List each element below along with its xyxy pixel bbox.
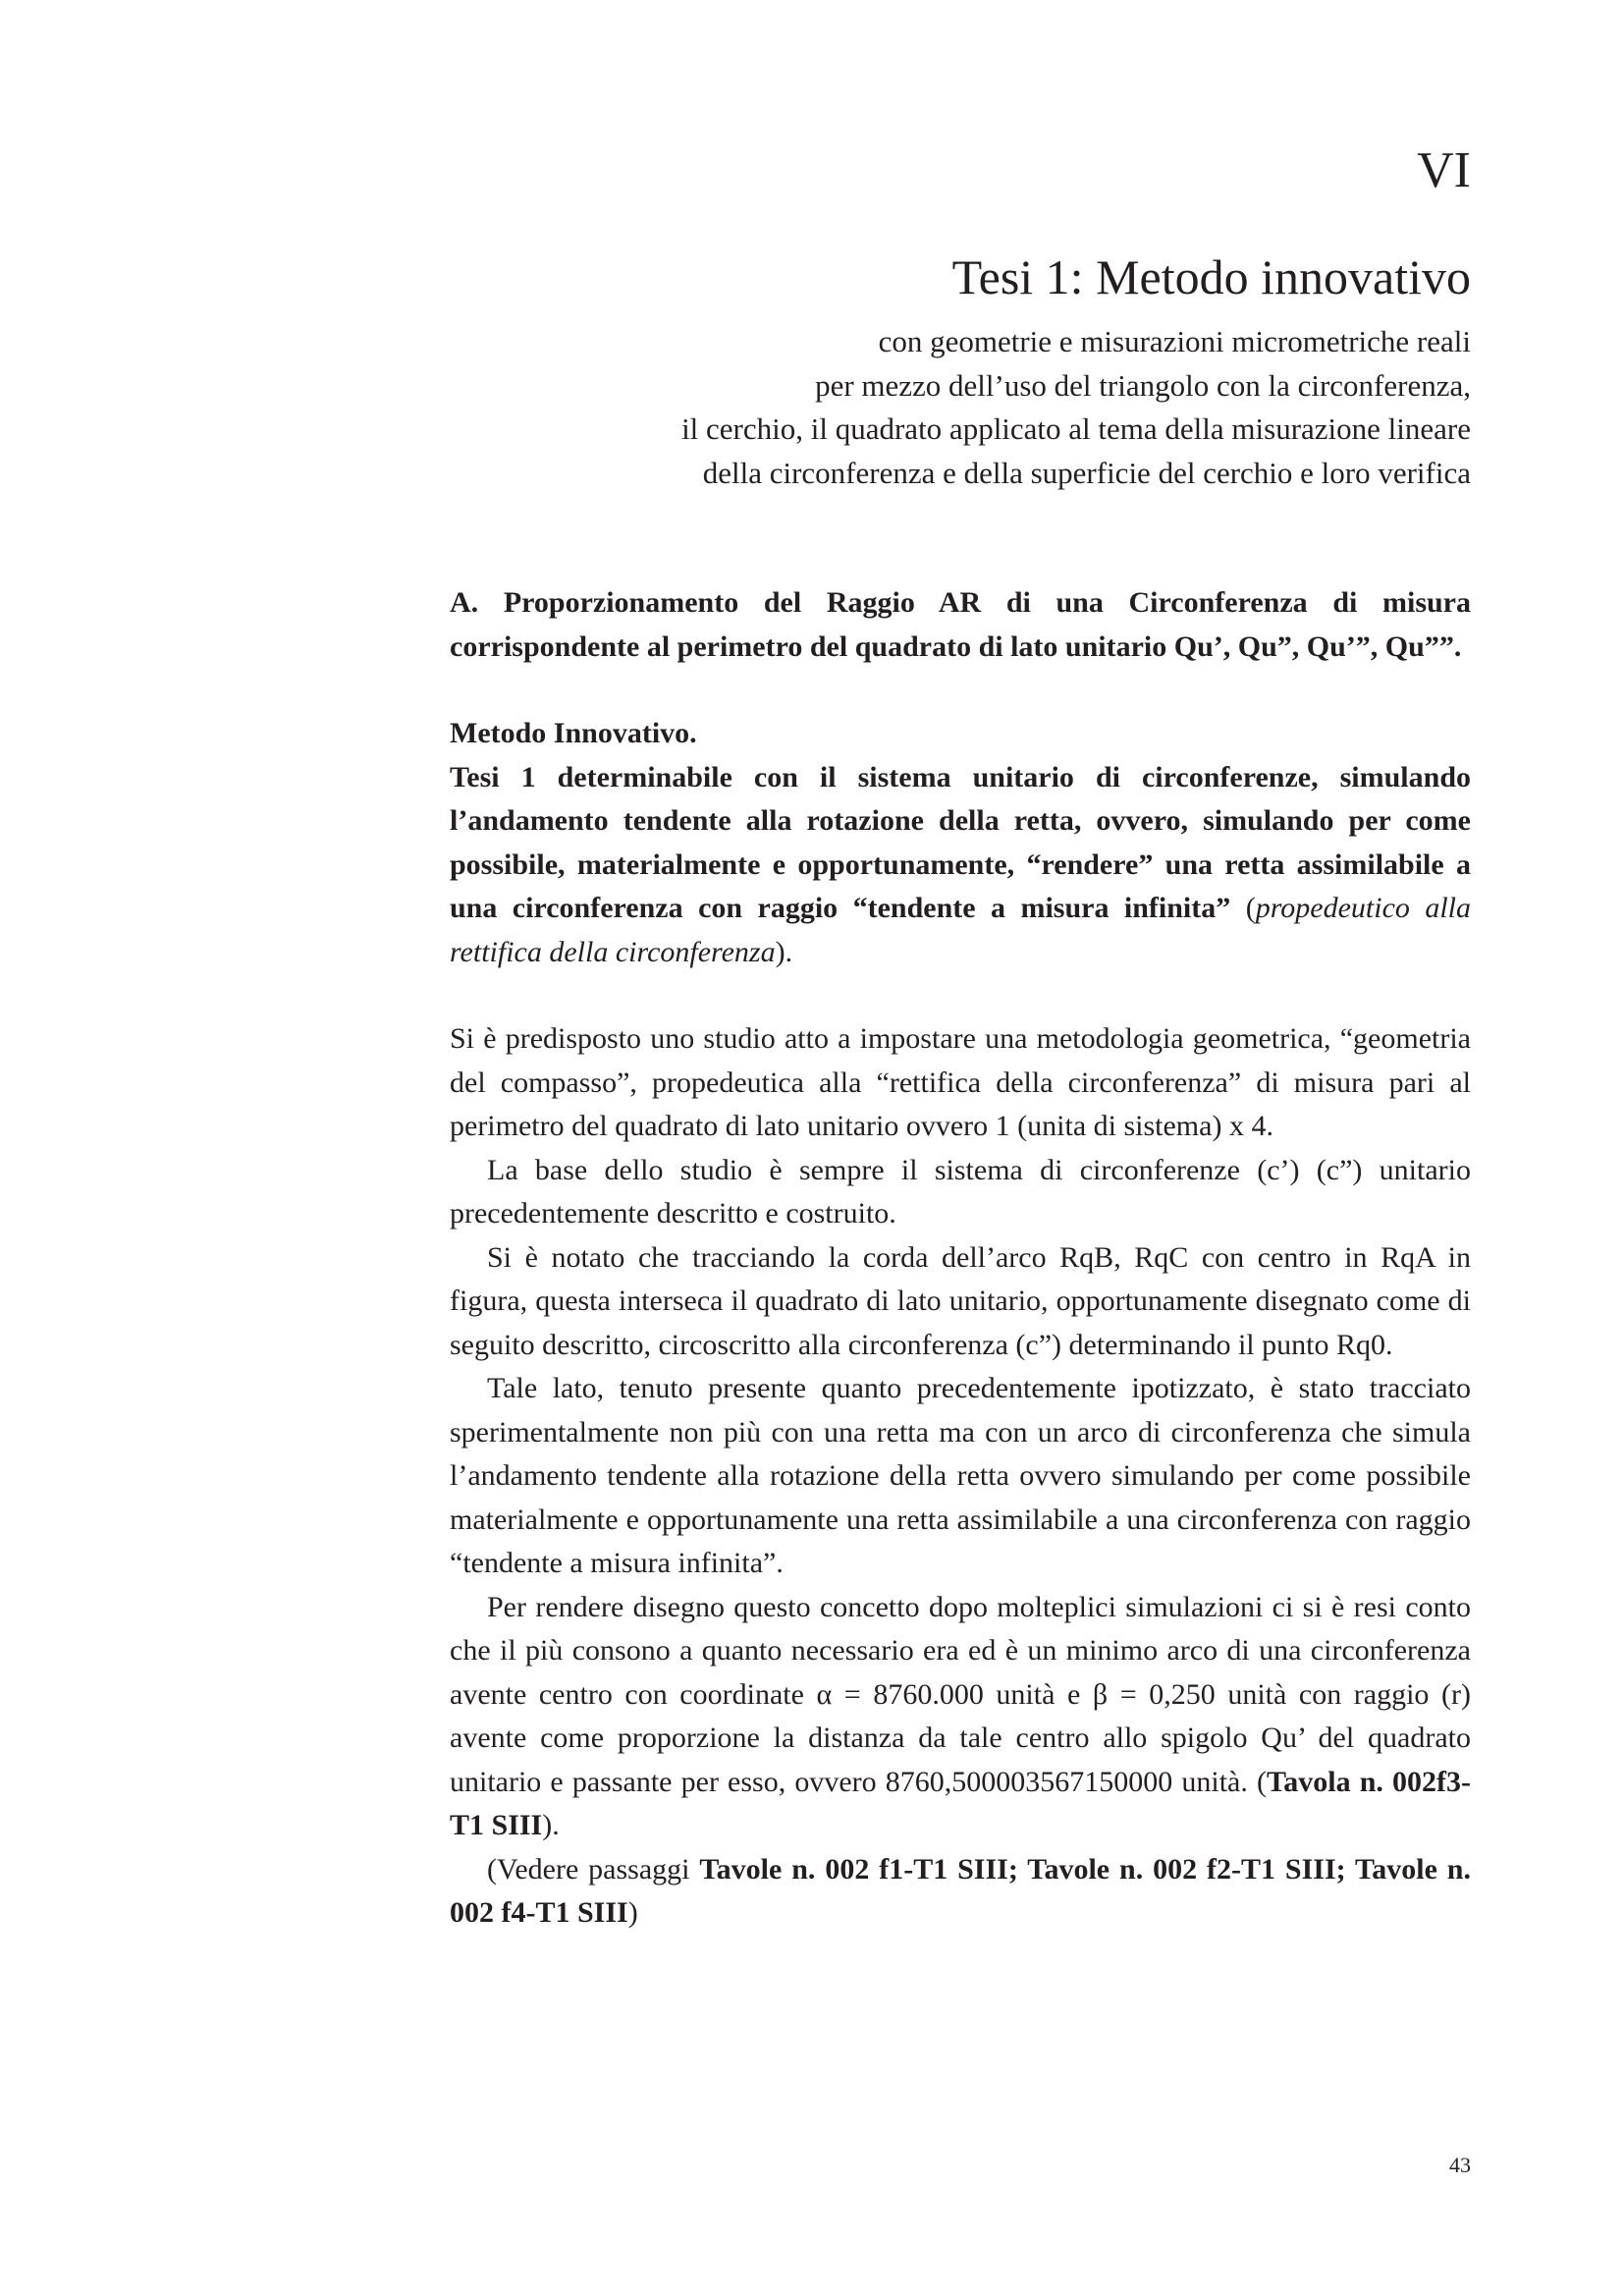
paragraph-2: La base dello studio è sempre il sistema di circonferenze (c’) (c”) unitario precedentemente descritto e costruito.	[450, 1153, 1471, 1230]
paragraph-6	[450, 1848, 1471, 1936]
method-paren-close: ).	[775, 935, 793, 968]
page-number: 43	[1449, 2153, 1471, 2177]
spacer	[450, 974, 1471, 1017]
method-bold-text: Tesi 1 determinabile con il sistema unitario di circonferenze, simulando l’andamento tendente alla rotazione della retta, ovvero, simulando per come possibile, materialmente e opportunamente, “rendere” una retta assimilabile a una circonferenza con raggio “tendente a misura infinita”	[450, 760, 1471, 924]
subtitle-line: il cerchio, il quadrato applicato al tema della misurazione lineare	[681, 411, 1471, 446]
method-statement	[450, 756, 1471, 975]
paragraph-3: Si è notato che tracciando la corda dell’arco RqB, RqC con centro in RqA in figura, questa interseca il quadrato di lato unitario, opportunamente disegnato come di seguito descritto, circoscritto alla circonferenza (c”) determinando il punto Rq0.	[450, 1240, 1471, 1361]
method-paren-open: (	[1245, 892, 1256, 924]
tavola-reference: Tavola n. 002f3-T1 SIII	[450, 1765, 1471, 1841]
paragraph-4: Tale lato, tenuto presente quanto precedentemente ipotizzato, è stato tracciato sperimentalmente non più con una retta ma con un arco di circonferenza che simula l’andamento tendente alla rotazione della retta ovvero simulando per come possibile materialmente e opportunamente una retta assimilabile a una circonferenza con raggio “tendente a misura infinita”.	[450, 1372, 1471, 1579]
tavole-references: Tavole n. 002 f1-T1 SIII; Tavole n. 002 f2-T1 SIII; Tavole n. 002 f4-T1 SIII	[450, 1852, 1471, 1929]
chapter-title: Tesi 1: Metodo innovativo	[951, 249, 1471, 304]
subtitle-line: per mezzo dell’uso del triangolo con la circonferenza,	[815, 367, 1471, 403]
paragraph-5-text: Per rendere disegno questo concetto dopo molteplici simulazioni ci si è resi conto che il più consono a quanto necessario era ed è un minimo arco di una circonferenza avente centro con coordinate α = 8760.000 unità e β = 0,250 unità con raggio (r) avente come proporzione la distanza da tale centro allo spigolo Qu’ del quadrato unitario e passante per esso, ovvero 8760,500003567150000 unità. (	[450, 1590, 1471, 1798]
chapter-number: VI	[1417, 142, 1471, 198]
section-a-heading: A. Proporzionamento del Raggio AR di una Circonferenza di misura corrispondente al perimetro del quadrato di lato unitario Qu’, Qu”, Qu’”, Qu””.	[450, 586, 1471, 663]
paragraph-5-end: ).	[542, 1809, 560, 1841]
method-heading: Metodo Innovativo.	[450, 717, 697, 749]
paragraph-5	[450, 1586, 1471, 1848]
method-italic-text: propedeutico alla rettifica della circonferenza	[450, 892, 1471, 968]
paragraph-6-open: (Vedere passaggi	[487, 1852, 700, 1886]
body-text	[450, 581, 1471, 1936]
paragraph-1: Si è predisposto uno studio atto a impostare una metodologia geometrica, “geometria del compasso”, propedeutica alla “rettifica della circonferenza” di misura pari al perimetro del quadrato di lato unitario ovvero 1 (unita di sistema) x 4.	[450, 1022, 1471, 1142]
subtitle-line: con geometrie e misurazioni micrometriche reali	[878, 324, 1471, 358]
subtitle-line: della circonferenza e della superficie del cerchio e loro verifica	[702, 455, 1471, 490]
chapter-subtitle	[293, 320, 1471, 495]
paragraph-6-close: )	[627, 1896, 638, 1929]
spacer	[450, 669, 1471, 712]
